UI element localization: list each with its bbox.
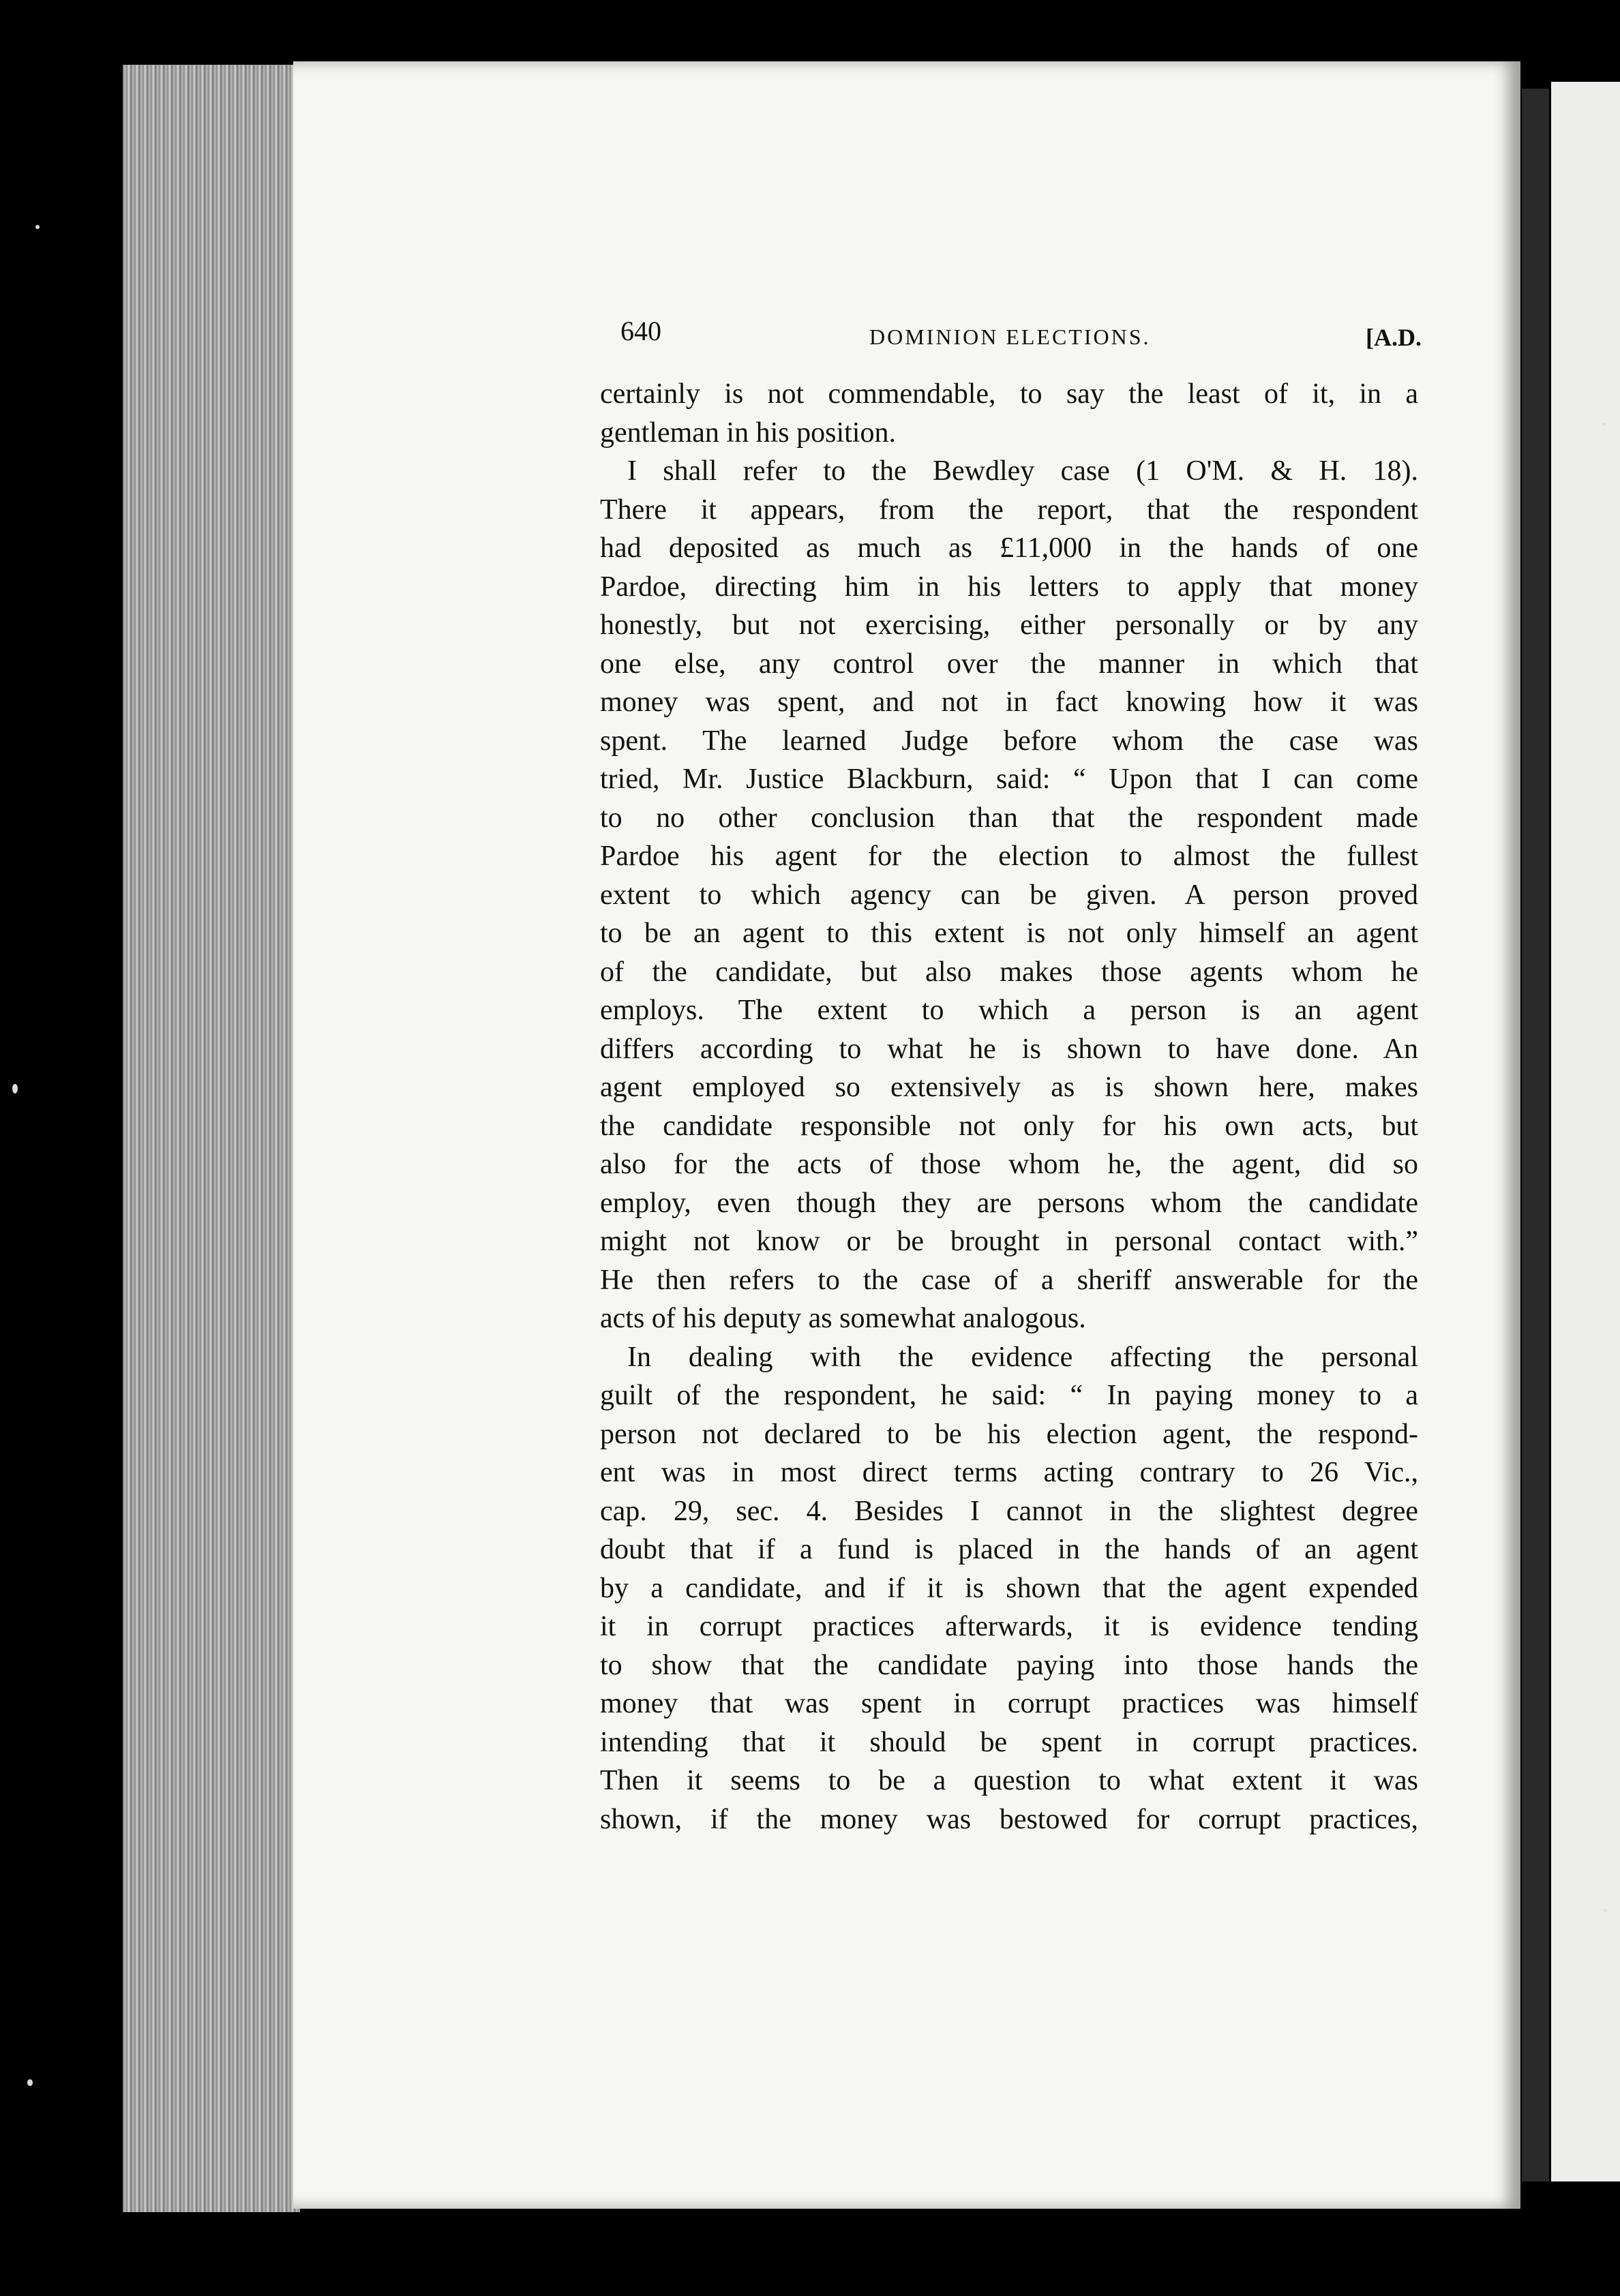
book-spine-shadow xyxy=(1522,89,1549,2181)
body-text xyxy=(600,375,1418,1839)
page-number: 640 xyxy=(620,316,661,346)
text-line: doubt that if a fund is placed in the hands of an agent xyxy=(600,1534,1418,1565)
text-line: I shall refer to the Bewdley case (1 O'M. & H. 18). xyxy=(627,455,1418,487)
text-line: the candidate responsible not only for his own acts, but xyxy=(600,1110,1418,1142)
text-line: acts of his deputy as somewhat analogous. xyxy=(600,1303,1086,1334)
text-line: differs according to what he is shown to have done. An xyxy=(600,1033,1418,1065)
book-page-edges xyxy=(123,65,300,2212)
text-line: In dealing with the evidence affecting the personal xyxy=(627,1341,1418,1373)
text-line: honestly, but not exercising, either personally or by any xyxy=(600,609,1418,641)
text-line: shown, if the money was bestowed for corrupt practices, xyxy=(600,1803,1418,1835)
text-line: person not declared to be his election agent, the respond- xyxy=(600,1418,1418,1450)
running-head-right: [A.D. xyxy=(1366,324,1422,351)
text-line: Pardoe his agent for the election to almost the fullest xyxy=(600,841,1418,872)
scan-speck xyxy=(35,225,40,229)
text-line: gentleman in his position. xyxy=(600,417,896,449)
text-line: employ, even though they are persons whom the candidate xyxy=(600,1187,1418,1219)
text-line: might not know or be brought in personal contact with.” xyxy=(600,1226,1418,1257)
text-line: of the candidate, but also makes those agents whom he xyxy=(600,956,1418,988)
text-line: cap. 29, sec. 4. Besides I cannot in the slightest degree xyxy=(600,1495,1418,1527)
text-line: money that was spent in corrupt practices was himself xyxy=(600,1688,1418,1719)
text-line: it in corrupt practices afterwards, it is evidence tending xyxy=(600,1611,1418,1642)
text-line: Then it seems to be a question to what extent it was xyxy=(600,1765,1418,1796)
text-line: also for the acts of those whom he, the agent, did so xyxy=(600,1149,1418,1180)
text-line: had deposited as much as £11,000 in the hands of one xyxy=(600,532,1418,564)
text-line: money was spent, and not in fact knowing how it was xyxy=(600,686,1418,718)
scan-speck xyxy=(12,1084,18,1093)
text-line: guilt of the respondent, he said: “ In paying money to a xyxy=(600,1380,1418,1411)
text-line: certainly is not commendable, to say the least of it, in a xyxy=(600,378,1418,410)
page-header xyxy=(620,315,1422,363)
text-line: spent. The learned Judge before whom the case was xyxy=(600,725,1418,757)
text-line: to show that the candidate paying into those hands the xyxy=(600,1649,1418,1681)
text-line: ent was in most direct terms acting contrary to 26 Vic., xyxy=(600,1457,1418,1488)
text-line: to be an agent to this extent is not only himself an agent xyxy=(600,918,1418,949)
scan-speck xyxy=(1604,1909,1607,1912)
text-line: tried, Mr. Justice Blackburn, said: “ Upon that I can come xyxy=(600,764,1418,795)
text-line: by a candidate, and if it is shown that the agent expended xyxy=(600,1572,1418,1604)
scan-speck xyxy=(27,2079,33,2086)
text-line: to no other conclusion than that the respondent made xyxy=(600,802,1418,834)
facing-page-edge xyxy=(1551,82,1620,2181)
text-line: There it appears, from the report, that the respondent xyxy=(600,494,1418,526)
text-line: extent to which agency can be given. A person proved xyxy=(600,879,1418,911)
running-title: DOMINION ELECTIONS. xyxy=(869,324,1151,349)
text-line: one else, any control over the manner in which that xyxy=(600,648,1418,680)
text-line: intending that it should be spent in corrupt practices. xyxy=(600,1726,1418,1758)
text-line: Pardoe, directing him in his letters to apply that money xyxy=(600,571,1418,603)
text-line: employs. The extent to which a person is an agent xyxy=(600,995,1418,1026)
text-line: He then refers to the case of a sheriff answerable for the xyxy=(600,1264,1418,1296)
text-line: agent employed so extensively as is shown here, makes xyxy=(600,1072,1418,1103)
scan-speck xyxy=(1602,423,1606,426)
